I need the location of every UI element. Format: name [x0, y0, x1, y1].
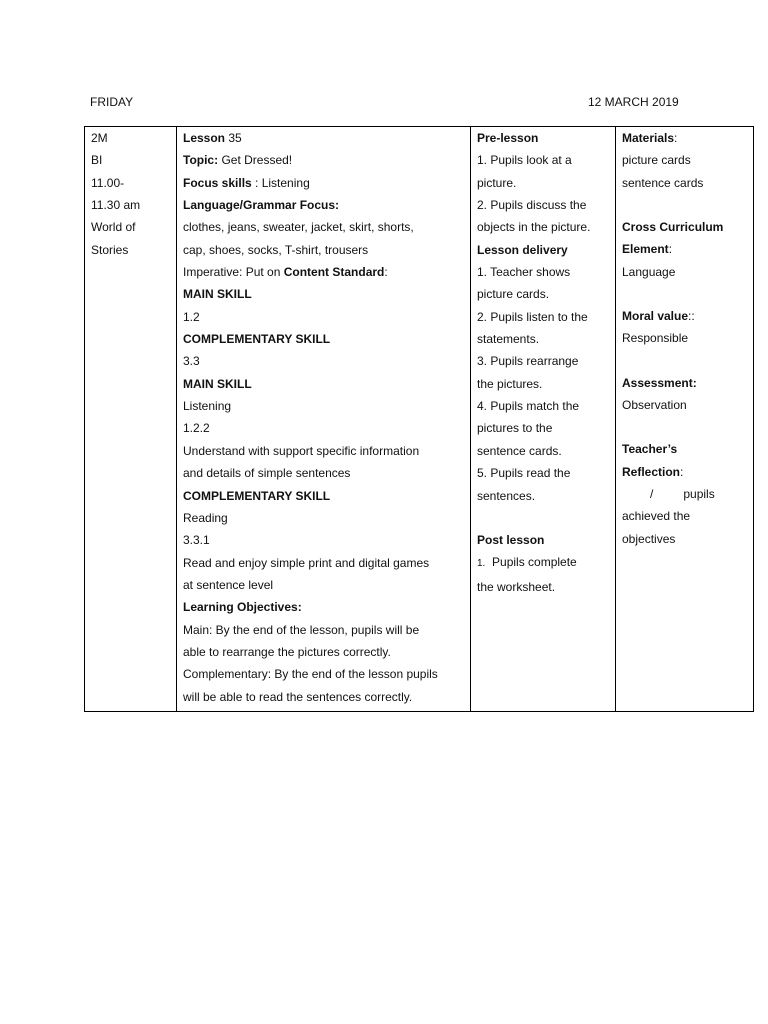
moral-value: Responsible: [622, 331, 689, 346]
reflection-line-2: achieved the: [622, 509, 691, 524]
time-end: 11.30 am: [91, 198, 141, 213]
pre-step: 1. Pupils look at a: [477, 153, 572, 168]
lesson-plan-table: [84, 126, 754, 712]
delivery-step: 3. Pupils rearrange: [477, 354, 579, 369]
ls-main-desc-1: Understand with support specific information: [183, 443, 420, 458]
post-step: the worksheet.: [477, 579, 556, 594]
post-step: 1. Pupils complete: [477, 555, 577, 570]
delivery-step: sentence cards.: [477, 443, 562, 458]
delivery-step: sentences.: [477, 488, 536, 503]
spacer: [622, 283, 748, 305]
objectives-label: Learning Objectives:: [183, 600, 302, 615]
theme-line-2: Stories: [91, 242, 129, 257]
ls-comp-desc-2: at sentence level: [183, 577, 274, 592]
ls-comp-desc-1: Read and enjoy simple print and digital games: [183, 555, 430, 570]
lesson-number: Lesson 35: [183, 131, 242, 145]
content-standard-main: 1.2: [183, 309, 200, 324]
table-row: [85, 127, 754, 712]
material-item: picture cards: [622, 153, 691, 168]
comp-skill-name: Reading: [183, 510, 228, 525]
assessment-value: Observation: [622, 398, 687, 413]
content-standard-comp: 3.3: [183, 354, 200, 369]
imperative-line: Imperative: Put on Content Standard:: [183, 265, 388, 280]
header-date: 12 MARCH 2019: [588, 95, 679, 109]
comp-skill-heading-2: COMPLEMENTARY SKILL: [183, 488, 331, 503]
delivery-step: picture cards.: [477, 287, 550, 302]
spacer: [622, 194, 748, 216]
delivery-step: 4. Pupils match the: [477, 399, 580, 414]
spacer: [622, 350, 748, 372]
class-info-cell: [85, 127, 177, 712]
cce-label-2: Element:: [622, 242, 673, 257]
topic: Topic: Get Dressed!: [183, 153, 293, 168]
focus-skills: Focus skills : Listening: [183, 175, 310, 190]
spacer: [622, 416, 748, 438]
reflection-line-3: objectives: [622, 531, 676, 546]
assessment-label: Assessment:: [622, 375, 697, 390]
header-day: FRIDAY: [90, 95, 134, 109]
main-skill-name: Listening: [183, 399, 232, 414]
main-skill-heading-2: MAIN SKILL: [183, 376, 252, 391]
delivery-step: 5. Pupils read the: [477, 466, 571, 481]
objective-comp-1: Complementary: By the end of the lesson pupils: [183, 667, 438, 682]
material-item: sentence cards: [622, 175, 704, 190]
cce-label-1: Cross Curriculum: [622, 220, 724, 235]
pre-step: objects in the picture.: [477, 220, 591, 235]
post-lesson-label: Post lesson: [477, 532, 545, 547]
ls-main-desc-2: and details of simple sentences: [183, 466, 351, 481]
time-start: 11.00-: [91, 175, 125, 190]
reflection-label-1: Teacher’s: [622, 442, 678, 457]
learning-standard-comp: 3.3.1: [183, 533, 210, 548]
resources-cell: [616, 127, 754, 712]
cce-value: Language: [622, 264, 676, 279]
vocab-line-2: cap, shoes, socks, T-shirt, trousers: [183, 242, 369, 257]
pre-lesson-label: Pre-lesson: [477, 131, 539, 145]
moral-value-label: Moral value::: [622, 309, 695, 324]
delivery-step: pictures to the: [477, 421, 553, 436]
grammar-focus-label: Language/Grammar Focus:: [183, 198, 340, 213]
subject: BI: [91, 153, 103, 168]
objective-main-2: able to rearrange the pictures correctly.: [183, 644, 391, 659]
vocab-line-1: clothes, jeans, sweater, jacket, skirt, shorts,: [183, 220, 414, 235]
lesson-delivery-label: Lesson delivery: [477, 242, 568, 257]
reflection-label-2: Reflection:: [622, 464, 684, 479]
spacer: [477, 507, 610, 529]
delivery-step: statements.: [477, 332, 540, 347]
delivery-step: 2. Pupils listen to the: [477, 309, 588, 324]
lesson-steps-cell: [471, 127, 616, 712]
materials-label: Materials:: [622, 131, 678, 145]
class-name: 2M: [91, 131, 108, 145]
comp-skill-heading: COMPLEMENTARY SKILL: [183, 332, 331, 347]
objective-comp-2: will be able to read the sentences correctly.: [183, 689, 413, 704]
theme-line-1: World of: [91, 220, 136, 235]
objective-main-1: Main: By the end of the lesson, pupils will be: [183, 622, 420, 637]
learning-standard-main: 1.2.2: [183, 421, 210, 436]
pre-step: 2. Pupils discuss the: [477, 198, 587, 213]
main-skill-heading: MAIN SKILL: [183, 287, 252, 302]
pre-step: picture.: [477, 175, 517, 190]
delivery-step: 1. Teacher shows: [477, 265, 571, 280]
reflection-line-1: / pupils: [650, 487, 715, 502]
delivery-step: the pictures.: [477, 376, 543, 391]
lesson-details-cell: [177, 127, 471, 712]
